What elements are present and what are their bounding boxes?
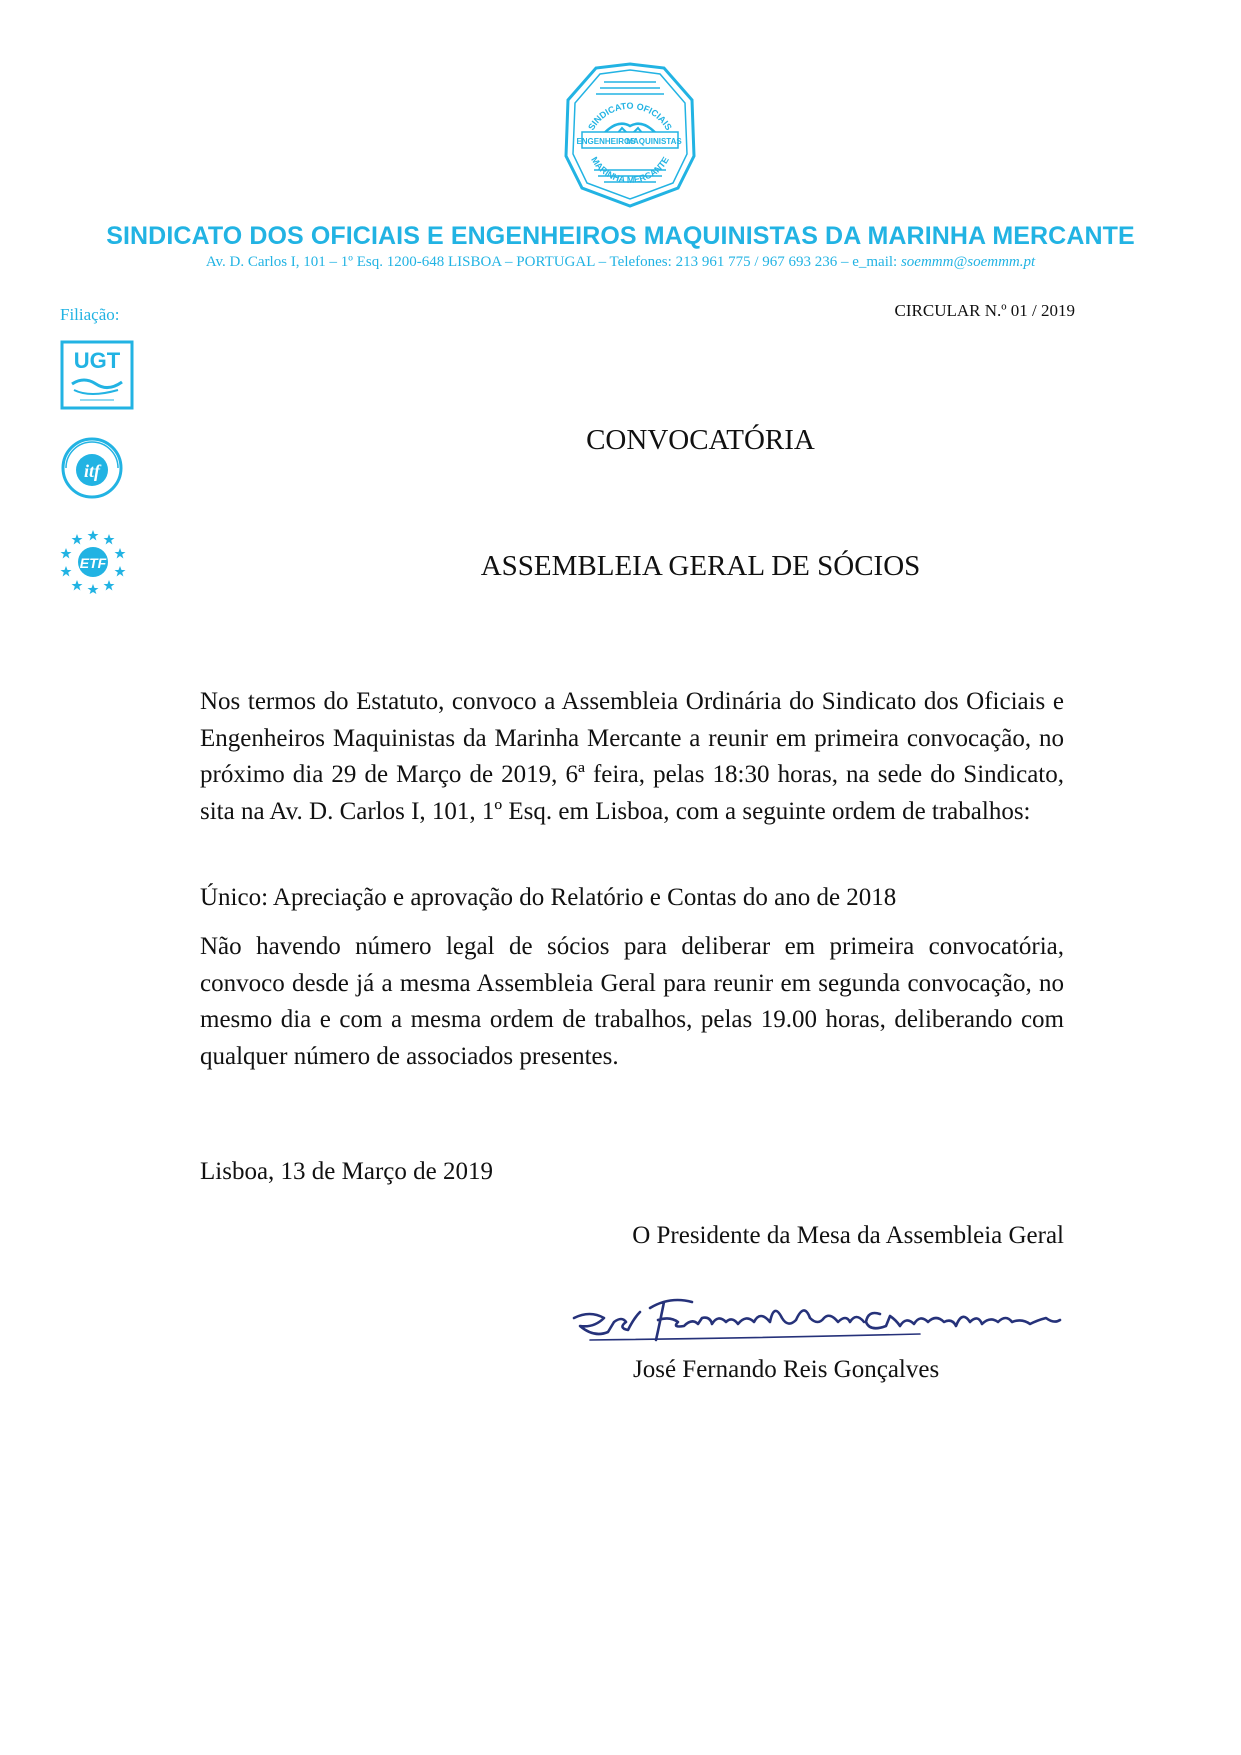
union-seal-logo <box>560 60 700 208</box>
agenda-item: Único: Apreciação e aprovação do Relatório e Contas do ano de 2018 <box>200 884 897 911</box>
organization-address <box>0 254 1241 271</box>
circular-reference: CIRCULAR N.º 01 / 2019 <box>894 301 1075 320</box>
address-text: Av. D. Carlos I, 101 – 1º Esq. 1200-648 LISBOA – PORTUGAL – Telefones: 213 961 775 / 967 693 236 – e_mail: <box>205 254 901 270</box>
signatory-role: O Presidente da Mesa da Assembleia Geral <box>632 1222 1064 1249</box>
document-title: CONVOCATÓRIA <box>586 424 815 456</box>
document-subtitle: ASSEMBLEIA GERAL DE SÓCIOS <box>480 550 921 582</box>
handwritten-signature <box>560 1288 1070 1358</box>
svg-text:ENGENHEIROS: ENGENHEIROS <box>576 137 636 146</box>
svg-text:UGT: UGT <box>73 348 121 373</box>
place-and-date: Lisboa, 13 de Março de 2019 <box>200 1158 493 1185</box>
signatory-name: José Fernando Reis Gonçalves <box>633 1356 940 1383</box>
email-address: soemmm@soemmm.pt <box>900 254 1036 270</box>
organization-name: SINDICATO DOS OFICIAIS E ENGENHEIROS MAQUINISTAS DA MARINHA MERCANTE <box>106 222 1135 250</box>
affiliation-label: Filiação: <box>60 305 120 324</box>
ugt-logo <box>60 340 134 410</box>
svg-text:SINDICATO OFICIAIS: SINDICATO OFICIAIS <box>586 100 674 132</box>
svg-text:MAQUINISTAS: MAQUINISTAS <box>626 137 682 146</box>
svg-text:ETF: ETF <box>79 555 107 571</box>
svg-text:itf: itf <box>84 461 100 481</box>
convocation-paragraph: Nos termos do Estatuto, convoco a Assembleia Ordinária do Sindicato dos Oficiais e Engenheiros Maquinistas da Marinha Mercante a reunir em primeira convocação, no próximo dia 29 de Março de 2019, 6ª feira, pelas 18:30 horas, na sede do Sindicato, sita na Av. D. Carlos I, 101, 1º Esq. em Lisboa, com a seguinte ordem de trabalhos: <box>200 688 1064 825</box>
svg-text:MARINHA MERCANTE: MARINHA MERCANTE <box>589 155 671 185</box>
second-convocation-paragraph: Não havendo número legal de sócios para deliberar em primeira convocatória, convoco desde já a mesma Assembleia Geral para reunir em segunda convocação, no mesmo dia e com a mesma ordem de trabalhos, pelas 19.00 horas, deliberando com qualquer número de associados presentes. <box>200 933 1064 1070</box>
